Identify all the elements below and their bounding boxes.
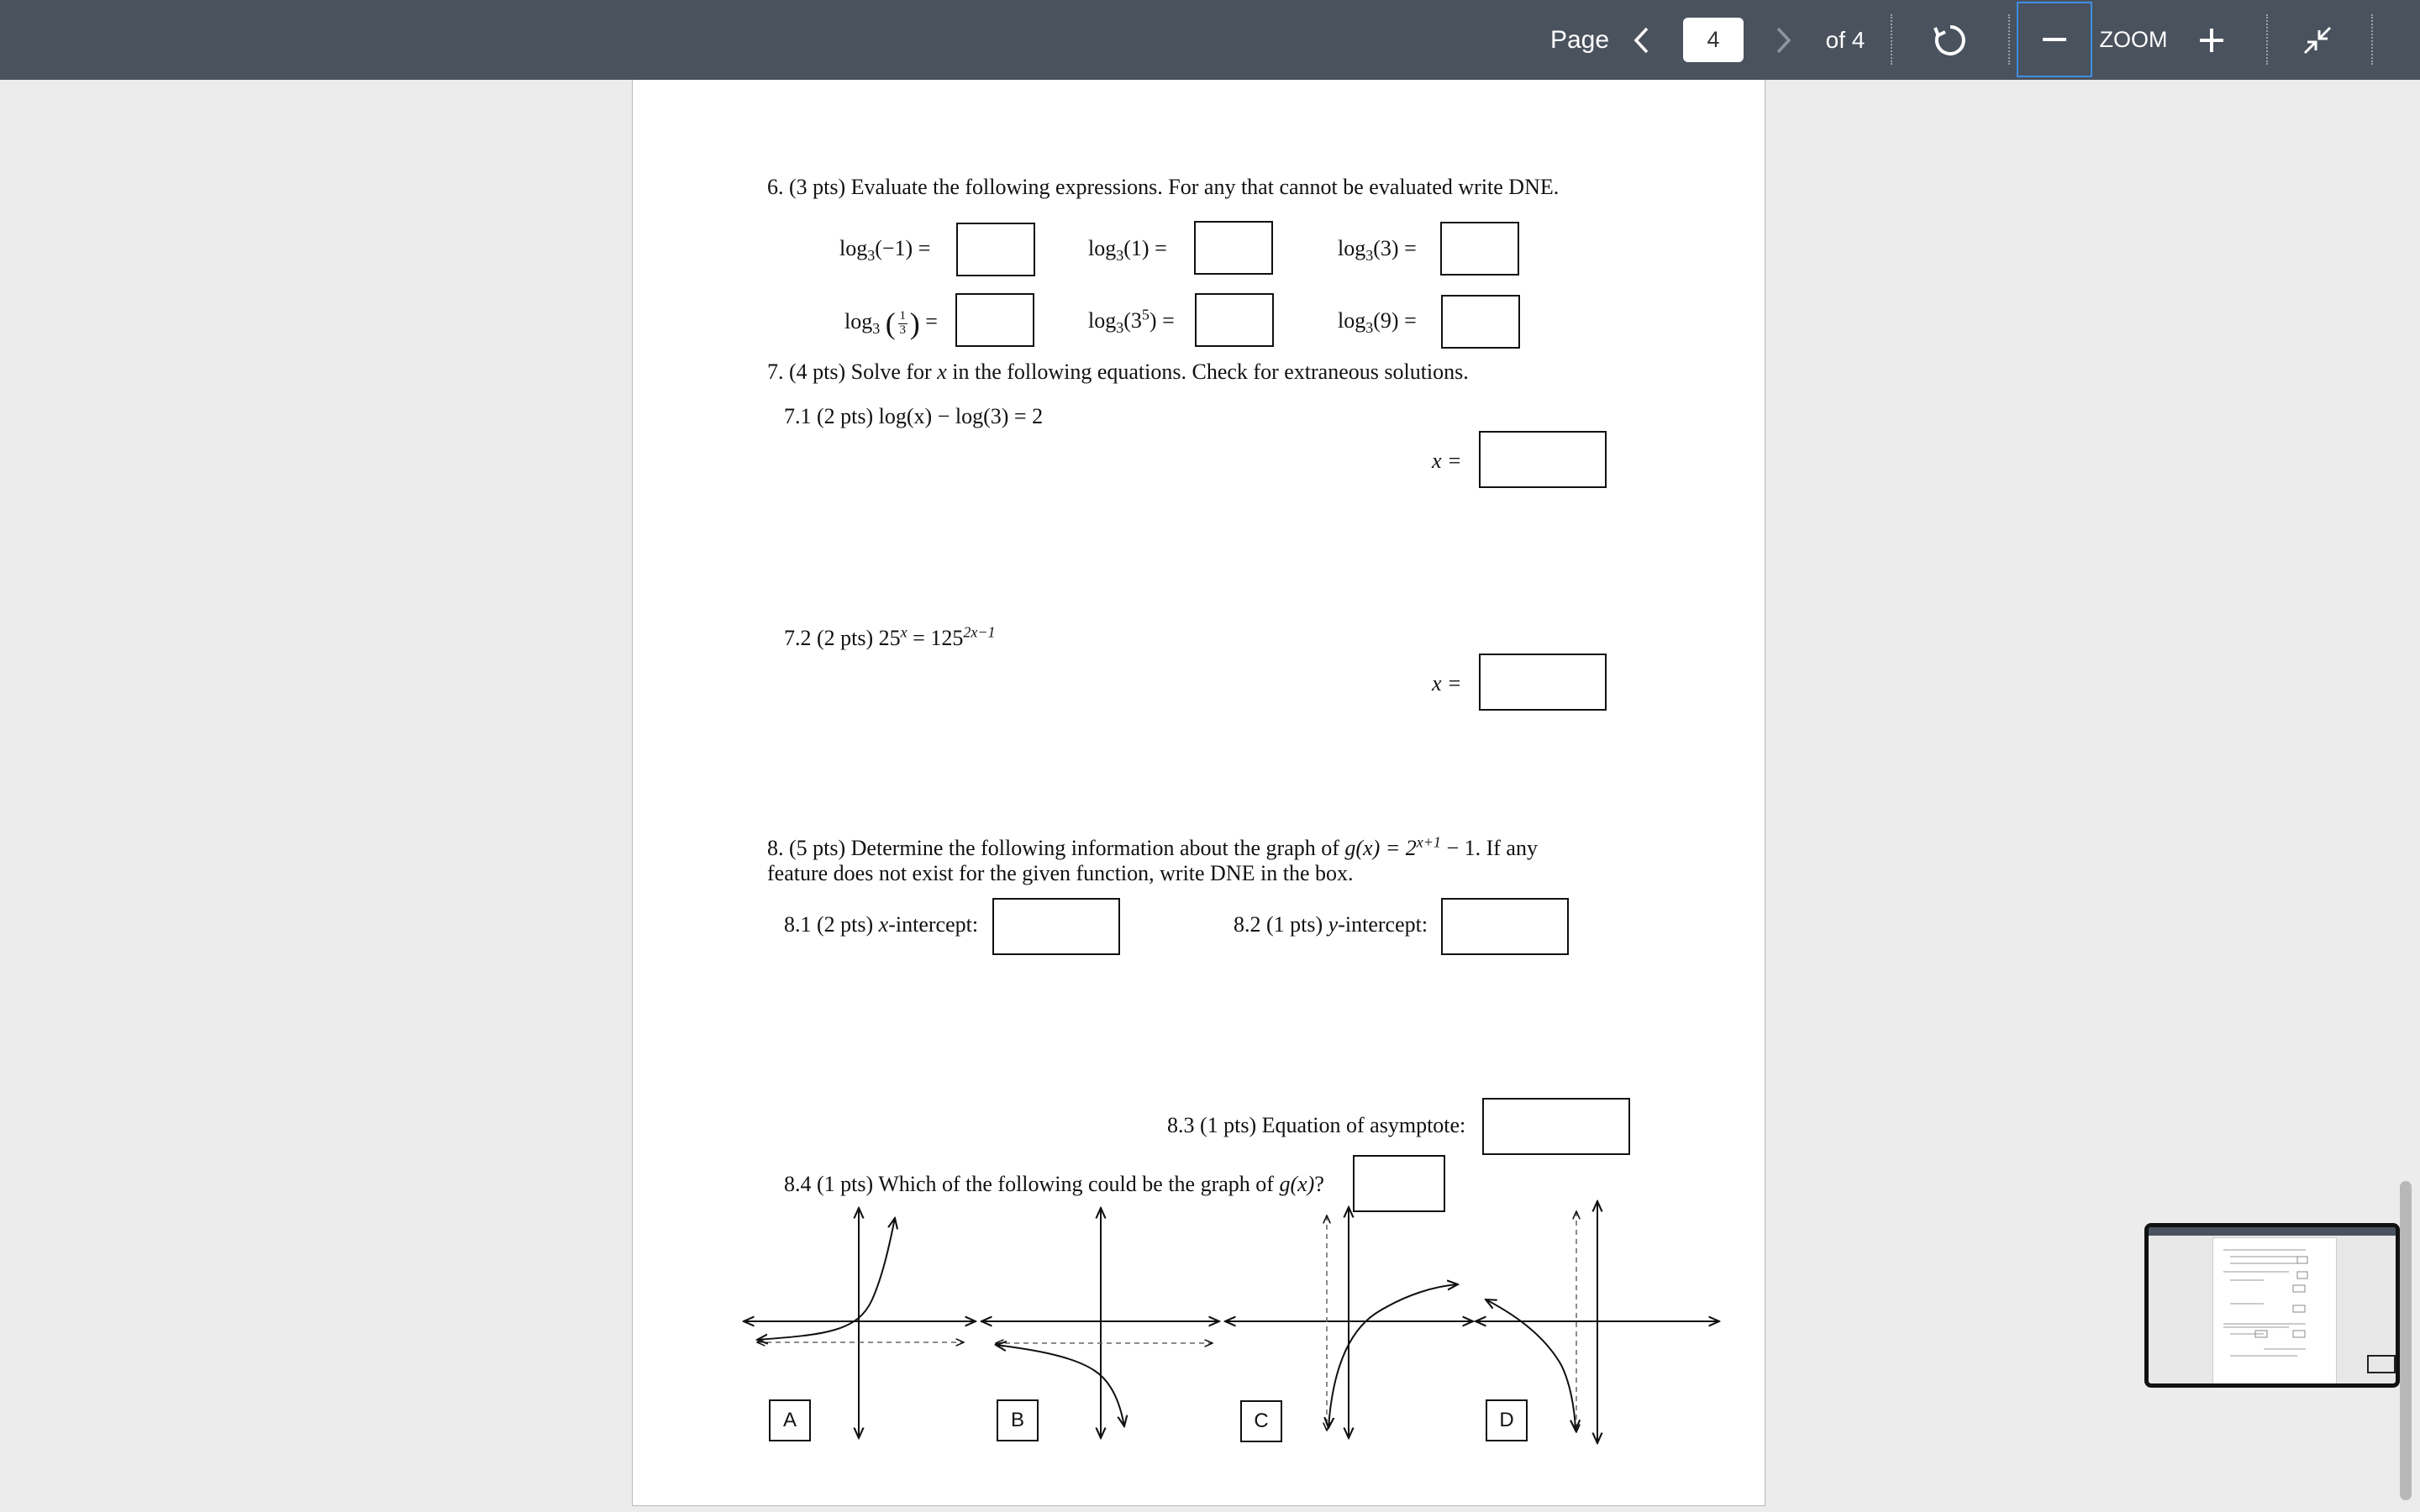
question-6-header: 6. (3 pts) Evaluate the following expressions. For any that cannot be evaluated write DNE.: [767, 175, 1560, 199]
graph-options: [633, 80, 1766, 1506]
option-c-label: C: [1240, 1400, 1282, 1442]
expr-log3-neg1: $\log_3(-1)$ =: [839, 236, 931, 265]
question-7-1: 7.1 (2 pts) log(x) − log(3) = 2: [784, 404, 1044, 428]
question-8-2: 8.2 (1 pts) y-intercept:: [1234, 912, 1428, 937]
option-b-label: B: [997, 1399, 1039, 1441]
document-page: [632, 80, 1765, 1506]
next-page-button[interactable]: [1760, 0, 1807, 80]
previous-page-button[interactable]: [1618, 0, 1665, 80]
page-number-input[interactable]: [1683, 18, 1744, 62]
question-8-header-line2: feature does not exist for the given function, write DNE in the box.: [767, 861, 1354, 885]
thumbnail-content: [2213, 1238, 2338, 1388]
zoom-in-button[interactable]: [2188, 0, 2235, 80]
question-8-3: 8.3 (1 pts) Equation of asymptote:: [1167, 1113, 1466, 1137]
question-8-1: 8.1 (2 pts) x-intercept:: [784, 912, 979, 937]
zoom-label: ZOOM: [2099, 27, 2168, 52]
plus-icon: [2198, 27, 2225, 54]
expr-log3-9: $\log_3(9)$ =: [1338, 308, 1417, 337]
option-a-label: A: [769, 1399, 811, 1441]
expr-log3-one-third: $\log_3$ ( $\frac{1}{3}$ ) =: [844, 307, 938, 341]
toolbar-divider: [2266, 14, 2268, 65]
question-8-4: 8.4 (1 pts) Which of the following could be the graph of g(x)?: [784, 1172, 1324, 1196]
x-equals-label: x =: [1432, 449, 1462, 473]
exit-fullscreen-button[interactable]: [2294, 0, 2341, 80]
page-thumbnail-navigator[interactable]: [2144, 1223, 2400, 1388]
question-8-header: 8. (5 pts) Determine the following information about the graph of $g(x) = 2^{x+1} - 1$. If any: [767, 833, 1538, 860]
toolbar-divider: [2008, 14, 2010, 65]
pdf-toolbar: [0, 0, 2420, 80]
expr-log3-1: $\log_3(1)$ =: [1088, 236, 1167, 265]
toolbar-divider: [1891, 14, 1892, 65]
chevron-right-icon: [1773, 26, 1793, 55]
vertical-scrollbar[interactable]: [2400, 1181, 2412, 1500]
thumbnail-page: [2212, 1237, 2337, 1387]
thumbnail-toolbar: [2149, 1227, 2396, 1236]
rotate-button[interactable]: [1924, 0, 1976, 80]
collapse-icon: [2302, 25, 2333, 55]
toolbar-divider: [2371, 14, 2373, 65]
minus-icon: [2041, 37, 2068, 42]
expr-log3-3-pow-5: $\log_3(3^5)$ =: [1088, 306, 1175, 337]
x-equals-label: x =: [1432, 671, 1462, 696]
chevron-left-icon: [1632, 26, 1652, 55]
expr-log3-3: $\log_3(3)$ =: [1338, 236, 1417, 265]
option-d-label: D: [1486, 1399, 1528, 1441]
page-label: Page: [1549, 25, 1610, 54]
page-count: of 4: [1825, 26, 1865, 53]
question-7-2: 7.2 (2 pts) $25^x = 125^{2x-1}$: [784, 623, 996, 650]
thumbnail-viewport[interactable]: [2367, 1355, 2396, 1373]
zoom-out-button[interactable]: [2017, 2, 2092, 77]
question-7-header: 7. (4 pts) Solve for x in the following equations. Check for extraneous solutions.: [767, 360, 1469, 384]
rotate-icon: [1933, 23, 1968, 58]
